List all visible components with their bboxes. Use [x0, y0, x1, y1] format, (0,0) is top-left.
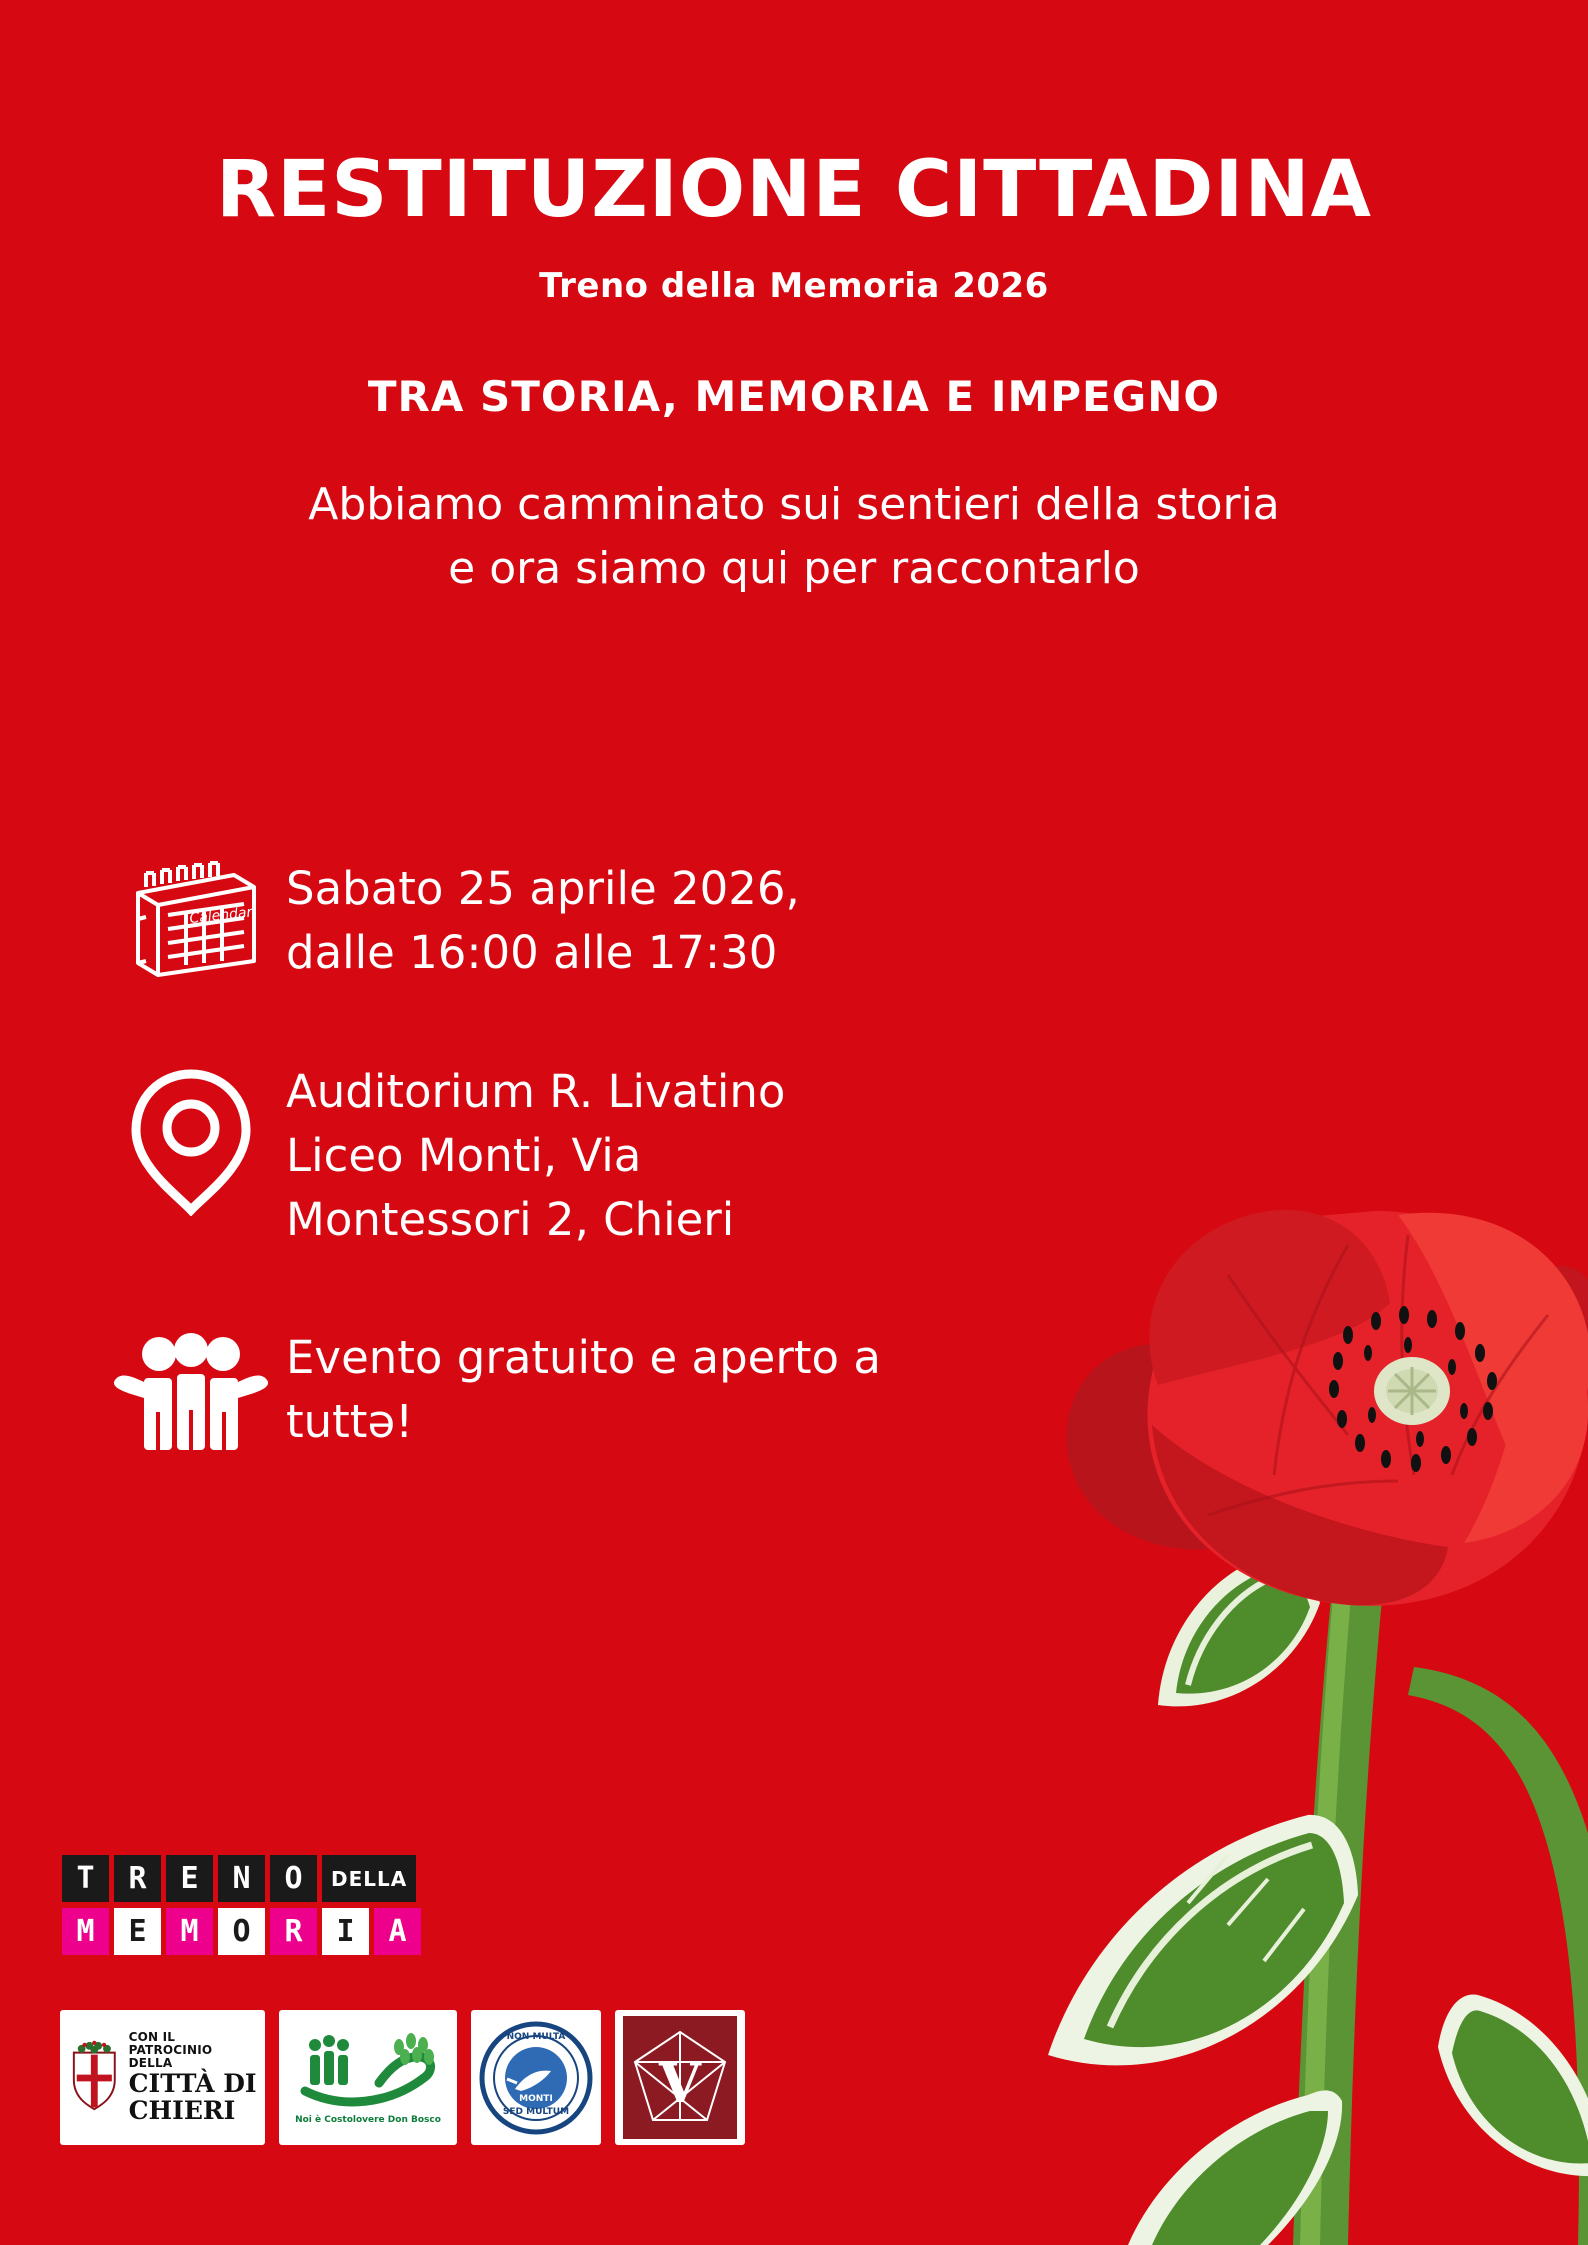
- location-pin-icon: [96, 1060, 286, 1216]
- poster-header: [0, 0, 1588, 600]
- sponsor-chieri-line3: CITTÀ DI: [128, 2068, 257, 2098]
- logo-tile: R: [270, 1908, 317, 1955]
- logo-tile: R: [114, 1855, 161, 1902]
- detail-location-text: Auditorium R. Livatino Liceo Monti, Via Montessori 2, Chieri: [286, 1065, 786, 1246]
- poster-subtitle: Treno della Memoria 2026: [539, 265, 1049, 306]
- detail-row-date: [96, 855, 956, 986]
- calendar-icon: [96, 855, 286, 986]
- sponsor-monti-top: NON MULTA: [506, 2031, 566, 2042]
- sponsor-chieri-line1: CON IL: [128, 2030, 176, 2045]
- sponsor-monti-bottom: SED MULTUM: [502, 2106, 570, 2117]
- detail-date-text: Sabato 25 aprile 2026, dalle 16:00 alle 17:30: [286, 862, 800, 979]
- detail-row-location: [96, 1060, 956, 1252]
- poster-lead-line-2: e ora siamo qui per raccontarlo: [448, 542, 1140, 594]
- logo-della-label: DELLA: [322, 1855, 416, 1902]
- logo-tile: M: [166, 1908, 213, 1955]
- v-logo-icon: [615, 2010, 745, 2145]
- logo-tile: O: [270, 1855, 317, 1902]
- v-logo-letter: V: [659, 2051, 701, 2115]
- logo-tile: N: [218, 1855, 265, 1902]
- detail-row-free: [96, 1326, 956, 1462]
- detail-free-text: Evento gratuito e aperto a tuttə!: [286, 1330, 881, 1448]
- sponsor-chieri-line2: PATROCINIO DELLA: [128, 2043, 213, 2070]
- page-title: RESTITUZIONE CITTADINA: [215, 145, 1373, 235]
- logo-tile: A: [374, 1908, 421, 1955]
- logo-line-memoria: [62, 1908, 422, 1955]
- logo-treno-della-memoria: [62, 1855, 422, 1955]
- salesiani-mark-icon: [293, 2031, 443, 2115]
- sponsor-liceo-monti: [471, 2010, 601, 2145]
- people-group-icon: [96, 1326, 286, 1462]
- svg-text:Calendar: Calendar: [188, 904, 254, 927]
- sponsor-chieri-line4: CHIERI: [128, 2095, 236, 2125]
- poster-tagline: TRA STORIA, MEMORIA E IMPEGNO: [367, 371, 1221, 421]
- logo-tile: T: [62, 1855, 109, 1902]
- sponsor-salesiani-don-bosco: [279, 2010, 457, 2145]
- liceo-monti-seal-icon: [477, 2019, 595, 2137]
- event-details: [96, 855, 956, 1536]
- logo-tile: E: [166, 1855, 213, 1902]
- logo-tile: I: [322, 1908, 369, 1955]
- sponsor-logos: [60, 2010, 745, 2145]
- sponsor-citta-di-chieri: [60, 2010, 265, 2145]
- logo-tile: M: [62, 1908, 109, 1955]
- chieri-coat-of-arms-icon: [68, 2040, 121, 2114]
- logo-tile: E: [114, 1908, 161, 1955]
- logo-tile: O: [218, 1908, 265, 1955]
- poster-lead-line-1: Abbiamo camminato sui sentieri della storia: [308, 478, 1280, 530]
- sponsor-monti-middle: MONTI: [519, 2093, 553, 2104]
- sponsor-v-logo: [615, 2010, 745, 2145]
- logo-line-treno: [62, 1855, 422, 1902]
- poster-lead: [129, 421, 1459, 601]
- sponsor-salesiani-caption: Noi è Costolovere Don Bosco: [295, 2114, 441, 2125]
